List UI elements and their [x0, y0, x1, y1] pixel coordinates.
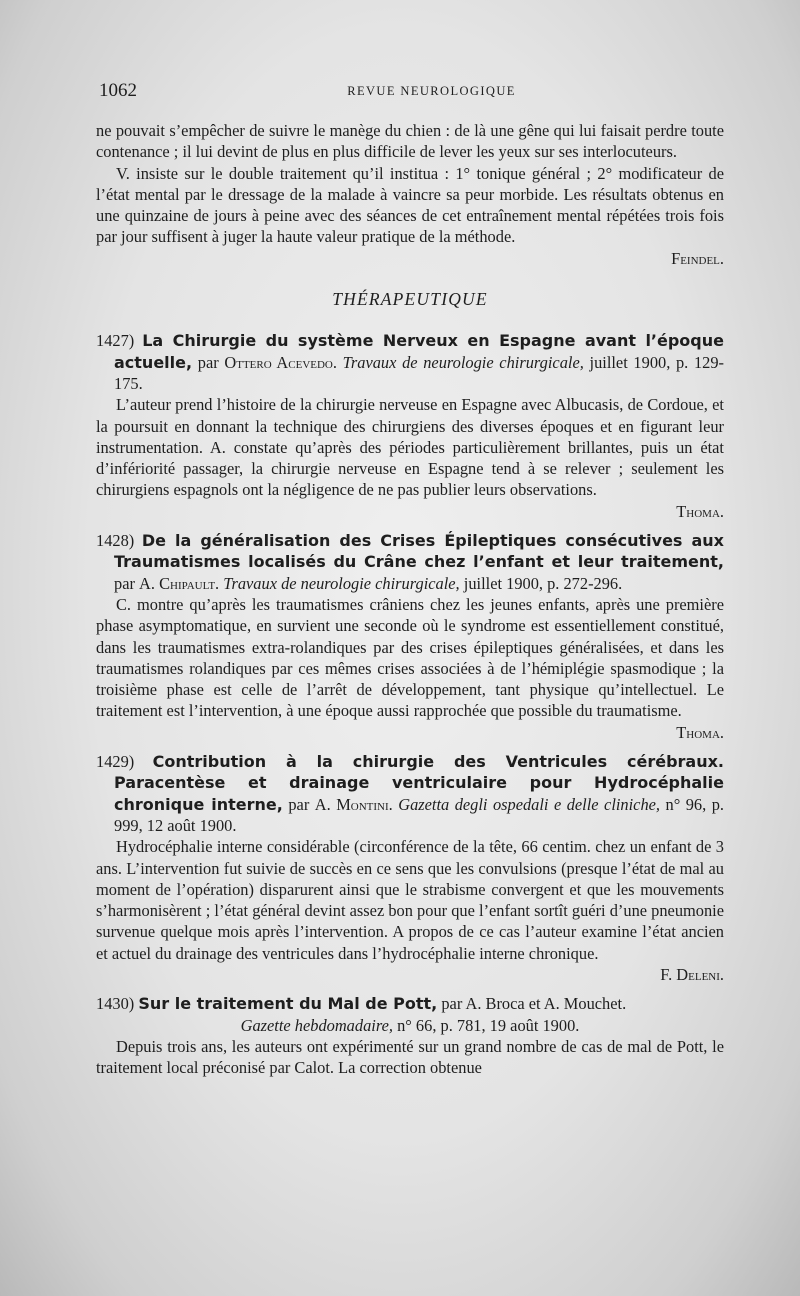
- entry-journal: Travaux de neurologie chirurgicale,: [223, 573, 460, 593]
- entry-number: 1429): [96, 752, 135, 772]
- entry-title: Contribution à la chirurgie des Ventricules cérébraux. Paracentèse et drainage ventriculaire pour Hydrocéphalie chronique interne,: [114, 752, 724, 814]
- entry-par: par: [197, 352, 219, 372]
- intro-paragraph-1: ne pouvait s’empêcher de suivre le manège du chien : de là une gêne qui lui faisait perdre toute contenance ; il lui devint de plus en plus difficile de lever les yeux sur ses interlocuteurs.: [96, 121, 724, 162]
- entry-signature: F. Deleni.: [660, 964, 724, 984]
- entry-text: Hydrocéphalie interne considérable (circonférence de la tête, 66 centim. chez un enfant de 3 ans. L’intervention fut suivie de succès en ce sens que les convulsions (presque l’état de mal au moment de l’opération) disparurent ainsi que le strabisme convergent et que les mouvements s’harmonisèrent ; l’état général devint assez bon pour que l’enfant sortît guéri d’une pneumonie survenue quelque mois après l’intervention. A propos de ce cas l’auteur examine l’état ancien et actuel du drainage des ventricules dans l’hydrocéphalie interne chronique.: [96, 837, 724, 963]
- entry-byline: par A. Broca et A. Mouchet.: [441, 994, 627, 1014]
- entry-par: par: [114, 573, 135, 593]
- entry-author: A. Montini.: [314, 794, 393, 814]
- entry-par: par: [288, 794, 310, 814]
- entry-title: La Chirurgie du système Nerveux en Espagne avant l’époque actuelle,: [114, 331, 724, 372]
- entry-source-line: [96, 1015, 724, 1036]
- page-number: 1062: [99, 80, 137, 101]
- entry-reference: juillet 1900, p. 272-296.: [463, 573, 623, 593]
- running-title: REVUE NEUROLOGIQUE: [347, 84, 516, 98]
- intro-signature: Feindel.: [671, 248, 724, 268]
- entry-reference: juillet 1900, p. 129-175.: [114, 352, 724, 393]
- section-title: THÉRAPEUTIQUE: [332, 289, 488, 310]
- abstract-entry: [96, 751, 724, 985]
- entry-reference: n° 96, p. 999, 12 août 1900.: [114, 794, 724, 835]
- intro-paragraph-2: V. insiste sur le double traitement qu’il institua : 1° tonique général ; 2° modificateur de l’état mental par le dressage de la malade à vaincre sa peur morbide. Les résultats obtenus en une quinzaine de jours à peine avec des séances de cet entraînement mental répétées trois fois par jour suffisent à juger la haute valeur pratique de la méthode.: [96, 163, 724, 247]
- entry-heading: [96, 530, 724, 594]
- entry-author: Ottero Acevedo.: [224, 352, 337, 372]
- entry-text: Depuis trois ans, les auteurs ont expérimenté sur un grand nombre de cas de mal de Pott, le traitement local préconisé par Calot. La correction obtenue: [96, 1036, 724, 1078]
- entry-heading: [96, 751, 724, 836]
- page-header: [99, 80, 724, 104]
- entry-title: Sur le traitement du Mal de Pott,: [138, 994, 438, 1014]
- entry-text: L’auteur prend l’histoire de la chirurgie nerveuse en Espagne avec Albucasis, de Cordoue, et la poursuit en donnant la technique des chirurgiens des diverses époques et en figurant leur instrumentation. A. constate qu’après des périodes particulièrement brillantes, puis un état d’infériorité passager, la chirurgie nerveuse en Espagne tend à se relever ; seulement les chirurgiens espagnols ont la négligence de ne pas publier leurs observations.: [96, 395, 724, 500]
- entry-reference: n° 66, p. 781, 19 août 1900.: [397, 1015, 580, 1035]
- entry-journal: Gazette hebdomadaire,: [240, 1015, 393, 1035]
- page-body: [96, 120, 724, 1078]
- entry-text: C. montre qu’après les traumatismes crâniens chez les jeunes enfants, après une première phase asymptomatique, en survient une seconde où le syndrome est essentiellement constitué, dans les traumatismes extra-rolandiques par des crises épileptiques généralisées, et dans les traumatismes rolandiques par ces mêmes crises associées à de l’hémiplégie spasmodique ; la troisième phase est celle de l’arrêt de développement, tant physique qu’intellectuel. Le traitement est l’intervention, à une époque aussi rapprochée que possible du traumatisme.: [96, 594, 724, 721]
- entry-signature: Thoma.: [676, 501, 724, 521]
- entry-title: De la généralisation des Crises Épileptiques consécutives aux Traumatismes localisés du Crâne chez l’enfant et leur traitement,: [114, 531, 724, 572]
- entry-author: A. Chipault.: [139, 573, 220, 593]
- entry-number: 1430): [96, 994, 135, 1014]
- entry-number: 1428): [96, 531, 135, 551]
- entry-signature: Thoma.: [676, 722, 724, 742]
- entry-number: 1427): [96, 331, 135, 351]
- entry-journal: Gazetta degli ospedali e delle cliniche,: [398, 794, 661, 814]
- abstract-entry: [96, 330, 724, 522]
- abstract-entry: [96, 993, 724, 1078]
- entry-heading: [96, 330, 724, 394]
- abstract-entry: [96, 530, 724, 743]
- entry-heading: [96, 993, 724, 1014]
- entry-journal: Travaux de neurologie chirurgicale,: [342, 352, 584, 372]
